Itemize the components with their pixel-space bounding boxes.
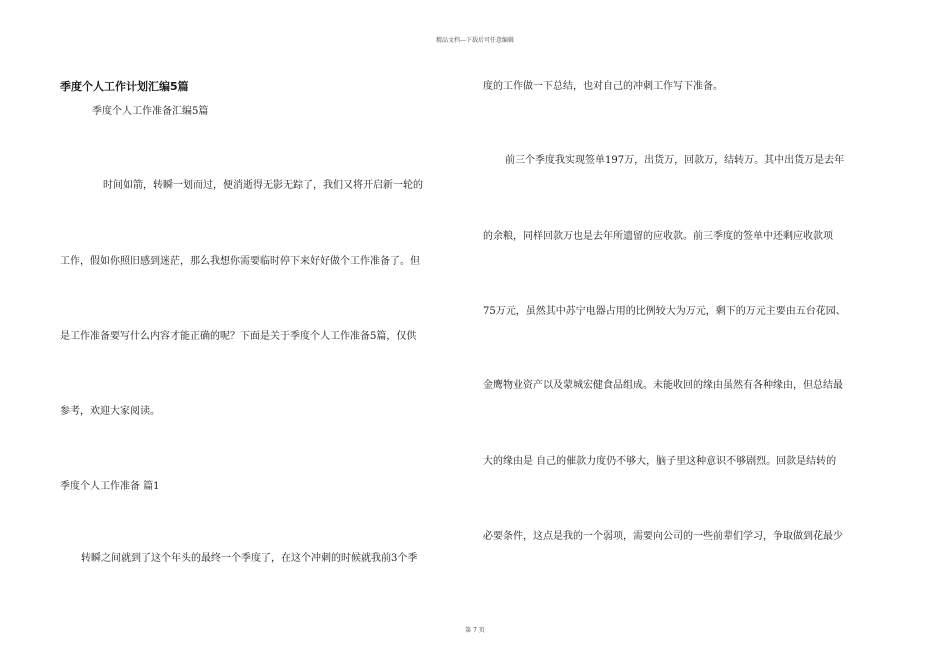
paragraph-line: 金鹰物业资产以及蒙城宏健食品组成。未能收回的缘由虽然有各种缘由，但总结最 bbox=[483, 380, 843, 391]
paragraph-line: 参考，欢迎大家阅读。 bbox=[60, 406, 160, 417]
page-header: 精品文档---下载后可任意编辑 bbox=[435, 37, 515, 44]
paragraph-line: 是工作准备要写什么内容才能正确的呢？下面是关于季度个人工作准备5篇，仅供 bbox=[60, 331, 417, 342]
paragraph-line: 的余粮，同样回款万也是去年所遗留的应收款。前三季度的签单中还剩应收款项 bbox=[483, 231, 833, 242]
paragraph-line: 必要条件，这点是我的一个弱项，需要向公司的一些前辈们学习，争取做到花最少 bbox=[483, 531, 843, 542]
document-title: 季度个人工作计划汇编5篇 bbox=[60, 80, 189, 93]
paragraph-line: 大的缘由是 自己的催款力度仍不够大，脑子里这种意识不够剧烈。回款是结转的 bbox=[483, 456, 837, 467]
paragraph-line: 转瞬之间就到了这个年头的最终一个季度了，在这个冲刺的时候就我前3个季 bbox=[81, 553, 418, 564]
paragraph-line: 前三个季度我实现签单197万，出货万，回款万，结转万。其中出货万是去年 bbox=[505, 155, 845, 166]
paragraph-line: 时间如箭，转瞬一划而过，便消逝得无影无踪了，我们又将开启新一轮的 bbox=[103, 180, 423, 191]
section-heading: 季度个人工作准备 篇1 bbox=[60, 481, 160, 492]
paragraph-line: 75万元，虽然其中苏宁电器占用的比例较大为万元，剩下的万元主要由五台花园、 bbox=[483, 306, 846, 317]
page-number: 第 7 页 bbox=[465, 627, 485, 634]
paragraph-line: 度的工作做一下总结，也对自己的冲刺工作写下准备。 bbox=[483, 81, 723, 92]
paragraph-line: 工作，假如你照旧感到迷茫，那么我想你需要临时停下来好好做个工作准备了。但 bbox=[60, 256, 420, 267]
subtitle: 季度个人工作准备汇编5篇 bbox=[92, 106, 209, 117]
